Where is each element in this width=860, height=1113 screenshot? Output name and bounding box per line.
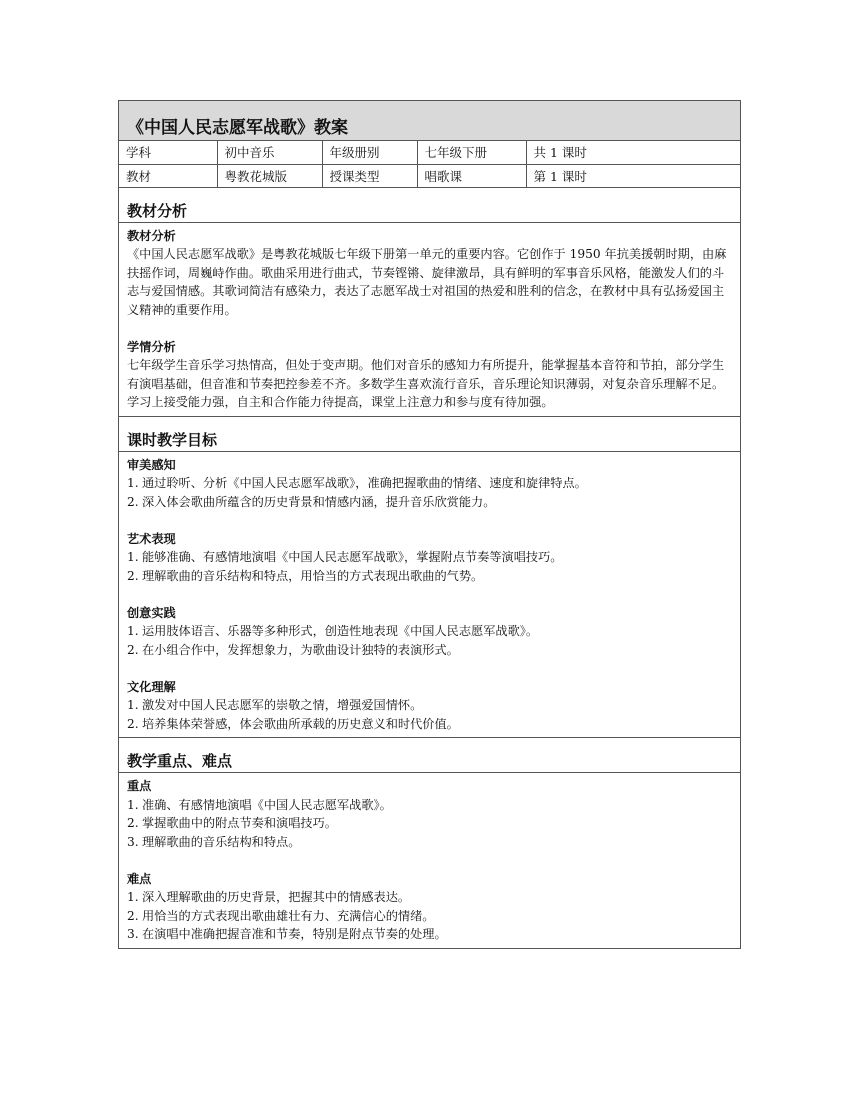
subsection-title: 难点 (127, 871, 152, 886)
section-header (119, 188, 740, 223)
list-item: 3. 在演唱中准确把握音准和节奏，特别是附点节奏的处理。 (127, 927, 447, 941)
goal-list (127, 548, 732, 585)
section-body (119, 223, 740, 416)
info-row (119, 141, 740, 164)
info-row (119, 164, 740, 187)
goal-list (127, 474, 732, 511)
info-cell: 学科 (119, 141, 217, 164)
difficulty-list (127, 888, 732, 944)
list-item: 1. 深入理解歌曲的历史背景，把握其中的情感表达。 (127, 890, 411, 904)
section-title: 课时教学目标 (127, 430, 218, 449)
subsection-title: 审美感知 (127, 457, 176, 472)
section-keypoints (119, 738, 740, 948)
info-cell: 第 1 课时 (526, 164, 740, 187)
list-item: 2. 掌握歌曲中的附点节奏和演唱技巧。 (127, 816, 337, 830)
list-item: 2. 培养集体荣誉感，体会歌曲所承载的历史意义和时代价值。 (127, 716, 459, 731)
section-header (119, 417, 740, 452)
subsection-title: 文化理解 (127, 679, 176, 694)
keypoint-list (127, 796, 732, 852)
info-cell: 年级册别 (322, 141, 417, 164)
lesson-plan-document (118, 100, 741, 949)
list-item: 1. 通过聆听、分析《中国人民志愿军战歌》，准确把握歌曲的情绪、速度和旋律特点。 (127, 476, 587, 490)
info-cell: 共 1 课时 (526, 141, 740, 164)
list-item: 2. 用恰当的方式表现出歌曲雄壮有力、充满信心的情绪。 (127, 908, 435, 923)
course-info-table (119, 141, 740, 188)
section-body (119, 773, 740, 948)
student-analysis-text: 七年级学生音乐学习热情高，但处于变声期。他们对音乐的感知力有所提升，能掌握基本音符和节拍，部分学生有演唱基础，但音准和节奏把控参差不齐。多数学生喜欢流行音乐，音乐理论知识薄弱，对复杂音乐理解不足。学习上接受能力强，自主和合作能力待提高，课堂上注意力和参与度有待加强。 (127, 358, 725, 409)
section-goals (119, 417, 740, 739)
material-analysis-text: 《中国人民志愿军战歌》是粤教花城版七年级下册第一单元的重要内容。它创作于 1950 年抗美援朝时期，由麻扶摇作词，周巍峙作曲。歌曲采用进行曲式，节奏铿锵、旋律激昂，具有鲜明的军事音乐风格，能激发人们的斗志与爱国情感。其歌词简洁有感染力，表达了志愿军战士对祖国的热爱和胜利的信念，在教材中具有弘扬爱国主义精神的重要作用。 (127, 247, 727, 317)
list-item: 2. 深入体会歌曲所蕴含的历史背景和情感内涵，提升音乐欣赏能力。 (127, 494, 496, 509)
section-analysis (119, 188, 740, 417)
section-body (119, 452, 740, 738)
info-cell: 唱歌课 (417, 164, 526, 187)
title-bar (119, 101, 740, 141)
list-item: 1. 激发对中国人民志愿军的崇敬之情，增强爱国情怀。 (127, 698, 423, 712)
subsection-title: 创意实践 (127, 605, 176, 620)
list-item: 1. 准确、有感情地演唱《中国人民志愿军战歌》。 (127, 797, 392, 812)
info-cell: 教材 (119, 164, 217, 187)
list-item: 2. 在小组合作中，发挥想象力，为歌曲设计独特的表演形式。 (127, 642, 459, 657)
info-cell: 初中音乐 (217, 141, 322, 164)
section-header (119, 738, 740, 773)
list-item: 1. 能够准确、有感情地演唱《中国人民志愿军战歌》，掌握附点节奏等演唱技巧。 (127, 550, 563, 564)
info-cell: 授课类型 (322, 164, 417, 187)
list-item: 3. 理解歌曲的音乐结构和特点。 (127, 834, 301, 849)
document-title: 《中国人民志愿军战歌》教案 (127, 118, 348, 138)
info-cell: 七年级下册 (417, 141, 526, 164)
section-title: 教学重点、难点 (127, 752, 233, 770)
subsection-title: 学情分析 (127, 339, 176, 354)
goal-list (127, 622, 732, 659)
list-item: 1. 运用肢体语言、乐器等多种形式，创造性地表现《中国人民志愿军战歌》。 (127, 624, 539, 638)
info-cell: 粤教花城版 (217, 164, 322, 187)
subsection-title: 重点 (127, 779, 152, 793)
goal-list (127, 696, 732, 733)
list-item: 2. 理解歌曲的音乐结构和特点，用恰当的方式表现出歌曲的气势。 (127, 568, 484, 583)
subsection-title: 艺术表现 (127, 531, 176, 546)
section-title: 教材分析 (127, 201, 188, 220)
subsection-title: 教材分析 (127, 228, 176, 243)
